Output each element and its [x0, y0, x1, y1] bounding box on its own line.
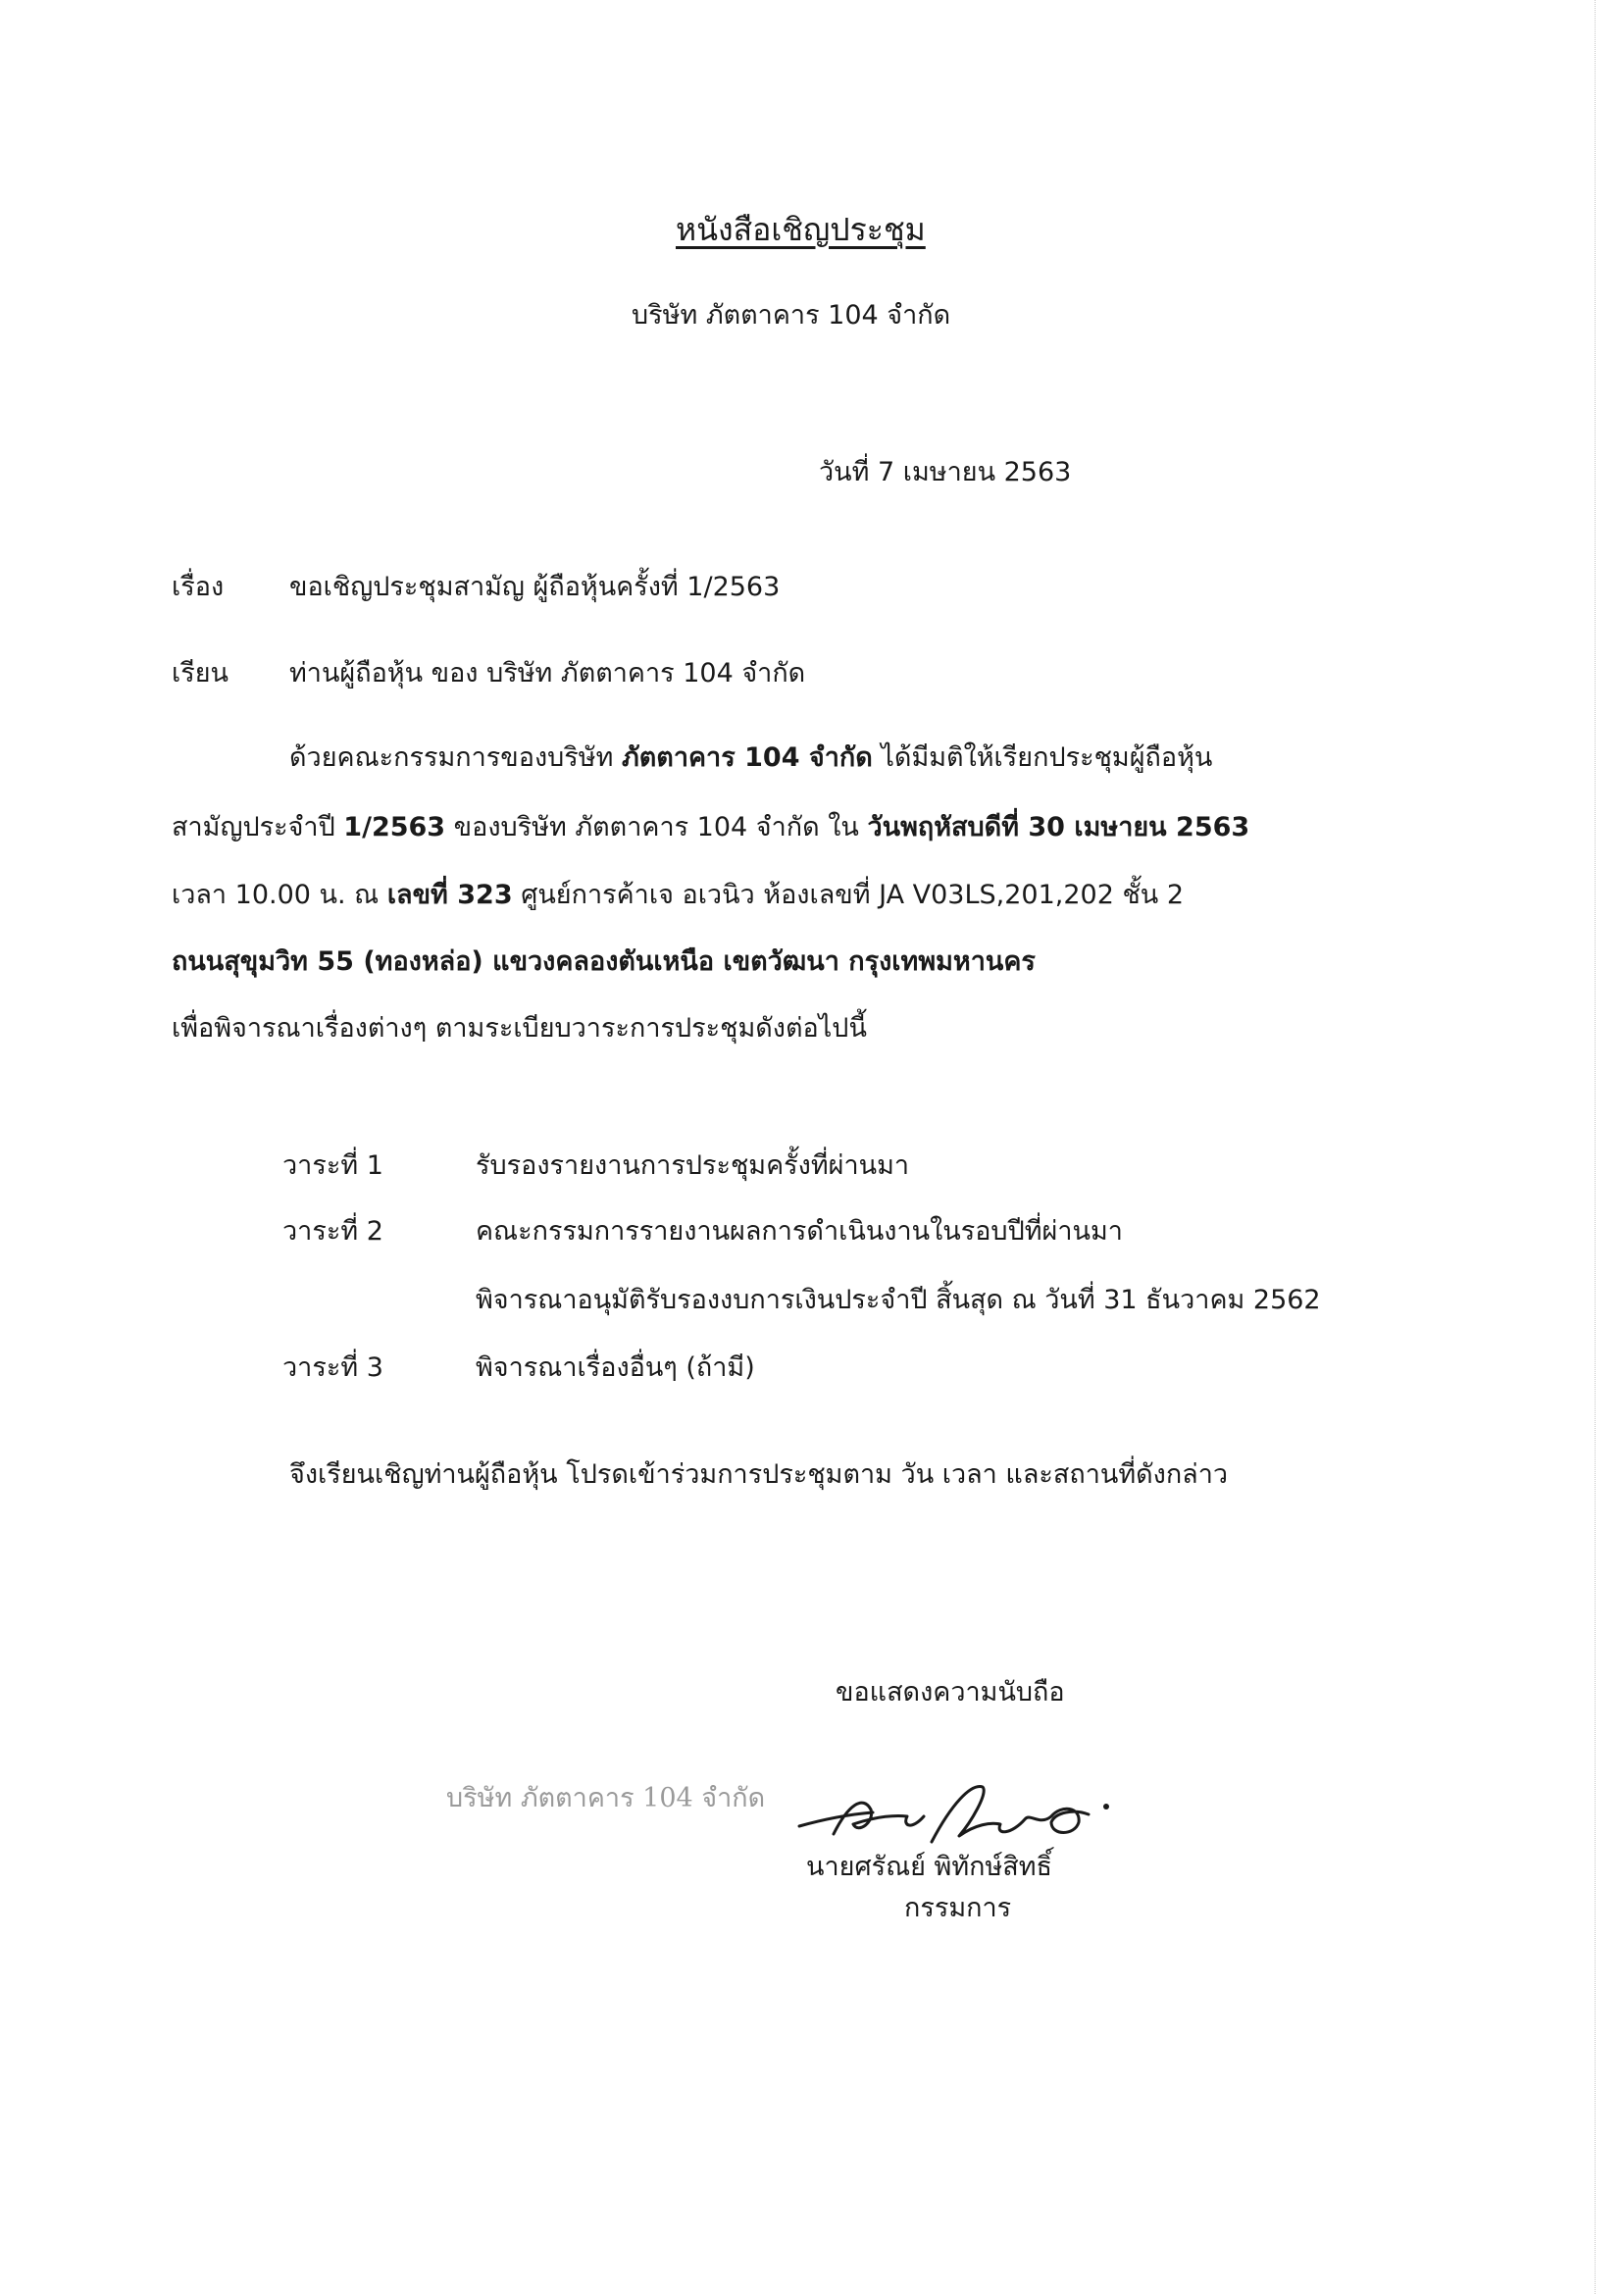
agenda-1-text: รับรองรายงานการประชุมครั้งที่ผ่านมา [476, 1150, 910, 1181]
agenda-3-text: พิจารณาเรื่องอื่นๆ (ถ้ามี) [476, 1352, 755, 1383]
recipient-label: เรียน [172, 658, 229, 688]
agenda-2-text-2: พิจารณาอนุมัติรับรองงบการเงินประจำปี สิ้นสุด ณ วันที่ 31 ธันวาคม 2562 [476, 1285, 1321, 1315]
body-line-3-a: เวลา 10.00 น. ณ [172, 880, 387, 910]
body-line-4-address: ถนนสุขุมวิท 55 (ทองหล่อ) แขวงคลองตันเหนือ เขตวัฒนา กรุงเทพมหานคร [172, 946, 1036, 977]
body-line-1-c: ได้มีมติให้เรียกประชุมผู้ถือหุ้น [872, 742, 1213, 773]
scan-edge-line [1595, 0, 1597, 2294]
subject-text: ขอเชิญประชุมสามัญ ผู้ถือหุ้นครั้งที่ 1/2563 [289, 572, 781, 602]
body-line-5: เพื่อพิจารณาเรื่องต่างๆ ตามระเบียบวาระการประชุมดังต่อไปนี้ [172, 1013, 867, 1044]
body-line-2-c: ของบริษัท ภัตตาคาร 104 จำกัด ใน [445, 812, 868, 842]
meeting-date-bold: วันพฤหัสบดีที่ 30 เมษายน 2563 [867, 812, 1250, 842]
company-name: บริษัท ภัตตาคาร 104 จำกัด [632, 300, 951, 331]
letter-title: หนังสือเชิญประชุม [676, 211, 926, 248]
recipient-text: ท่านผู้ถือหุ้น ของ บริษัท ภัตตาคาร 104 จำกัด [289, 658, 806, 688]
letter-date: วันที่ 7 เมษายน 2563 [819, 457, 1072, 487]
subject-label: เรื่อง [172, 572, 225, 602]
address-number-bold: เลขที่ 323 [386, 880, 513, 910]
body-company-bold: ภัตตาคาร 104 จำกัด [621, 742, 873, 773]
signer-name: นายศรัณย์ พิทักษ์สิทธิ์ [806, 1852, 1053, 1882]
body-line-1-a: ด้วยคณะกรรมการของบริษัท [289, 742, 622, 773]
body-line-2-a: สามัญประจำปี [172, 812, 344, 842]
body-line-1 [289, 744, 1212, 771]
body-line-3 [172, 882, 1184, 908]
agenda-3-label: วาระที่ 3 [282, 1352, 383, 1383]
meeting-number-bold: 1/2563 [343, 812, 446, 842]
closing-regards: ขอแสดงความนับถือ [836, 1677, 1065, 1708]
signer-title: กรรมการ [904, 1893, 1012, 1923]
agenda-2-label: วาระที่ 2 [282, 1216, 383, 1247]
body-line-3-c: ศูนย์การค้าเจ อเวนิว ห้องเลขที่ JA V03LS,201,202 ชั้น 2 [512, 880, 1184, 910]
closing-invitation: จึงเรียนเชิญท่านผู้ถือหุ้น โปรดเข้าร่วมการประชุมตาม วัน เวลา และสถานที่ดังกล่าว [289, 1459, 1229, 1490]
body-line-2 [172, 814, 1249, 841]
agenda-2-text: คณะกรรมการรายงานผลการดำเนินงานในรอบปีที่ผ่านมา [476, 1216, 1123, 1247]
company-stamp: บริษัท ภัตตาคาร 104 จำกัด [446, 1783, 766, 1813]
handwritten-signature [794, 1765, 1118, 1859]
agenda-1-label: วาระที่ 1 [282, 1150, 383, 1181]
